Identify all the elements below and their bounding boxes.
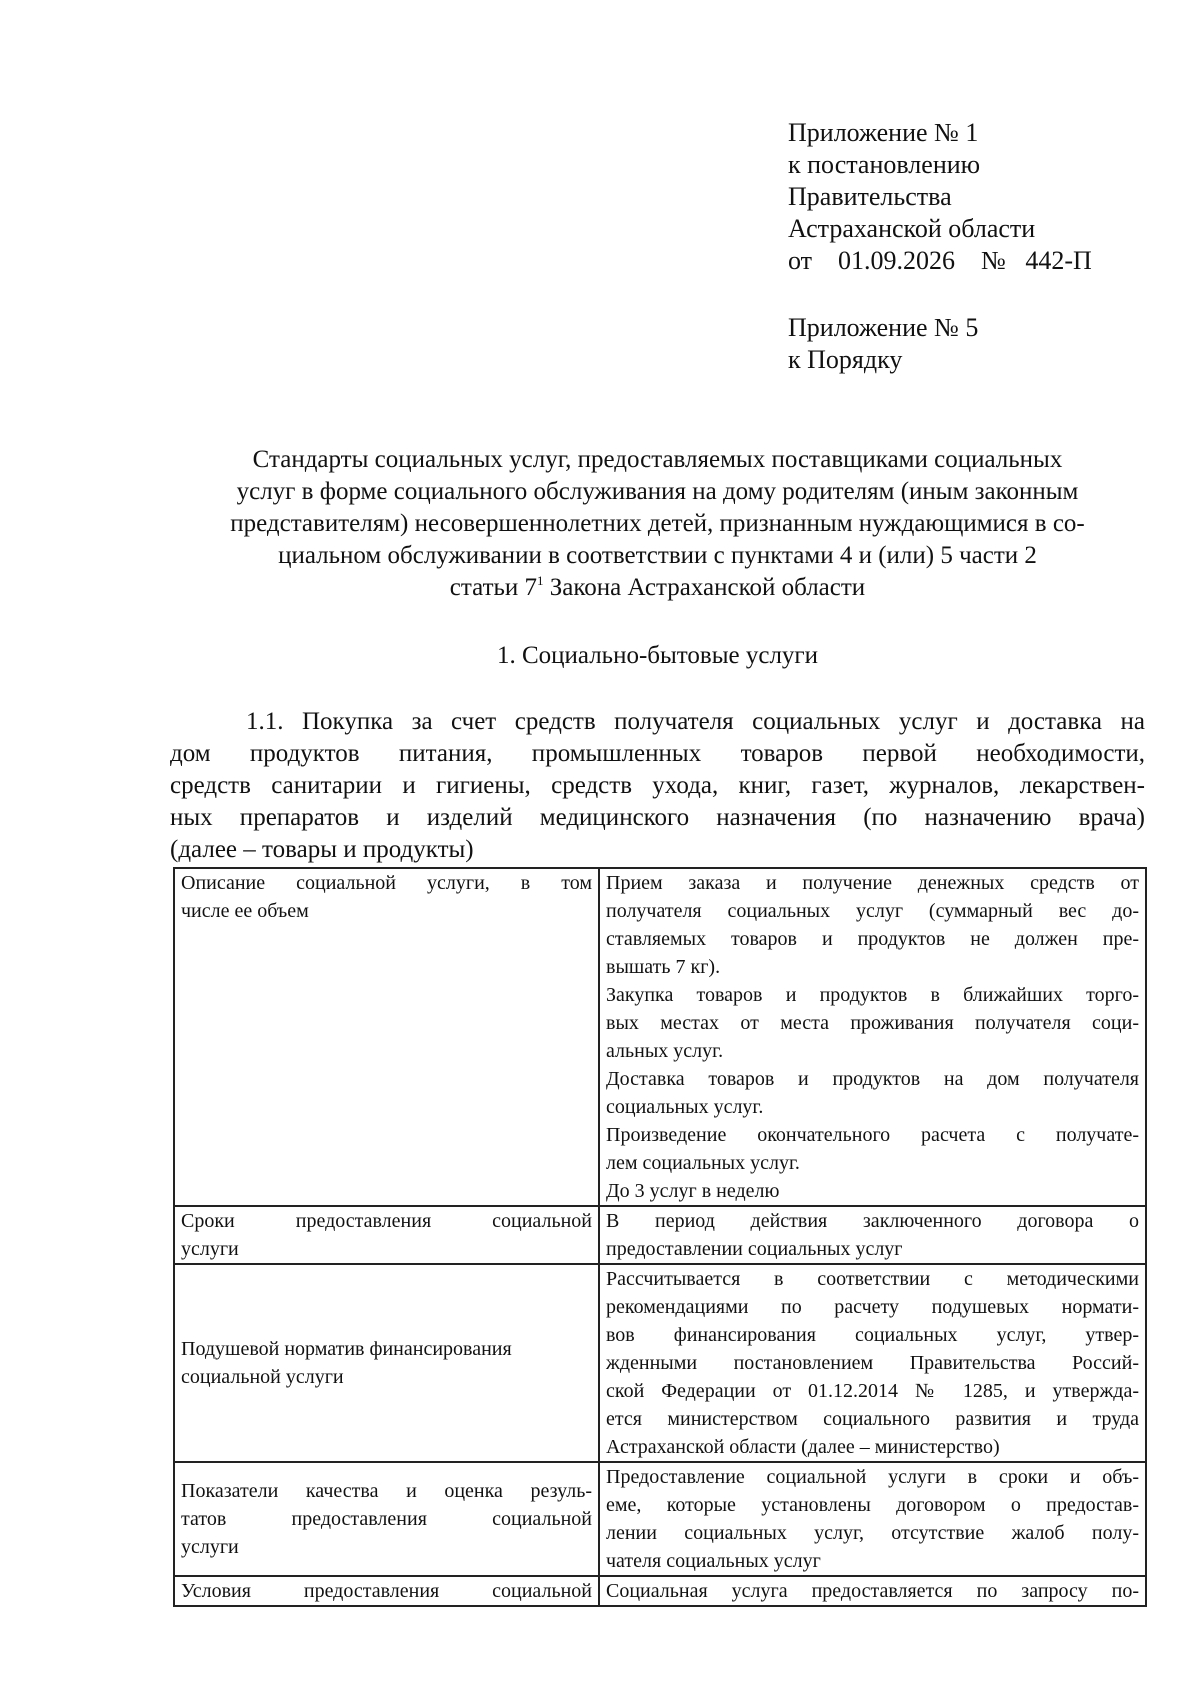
cell-line: рекомендациями по расчету подушевых нормати- — [606, 1296, 1139, 1318]
cell-line: ется министерством социального развития и труда — [606, 1408, 1139, 1430]
cell-line: лении социальных услуг, отсутствие жалоб полу- — [606, 1522, 1139, 1544]
annex-line: Приложение № 1 — [788, 118, 979, 147]
title-line — [170, 572, 1145, 604]
cell-line: предоставлении социальных услуг — [606, 1238, 903, 1260]
cell-line: До 3 услуг в неделю — [606, 1180, 780, 1202]
row-value-cell — [599, 868, 1146, 1206]
table-row — [174, 868, 1146, 1206]
cell-line: услуги — [181, 1536, 239, 1558]
title-superscript: 1 — [537, 573, 544, 588]
cell-line: Показатели качества и оценка резуль- — [181, 1480, 592, 1502]
row-value-cell — [599, 1264, 1146, 1462]
document-title — [170, 444, 1145, 604]
cell-line: жденными постановлением Правительства Россий- — [606, 1352, 1139, 1374]
paragraph-line: (далее – товары и продукты) — [170, 836, 474, 863]
table-row — [174, 1462, 1146, 1576]
cell-line: социальных услуг. — [606, 1096, 764, 1118]
cell-line: числе ее объем — [181, 900, 309, 922]
table-row — [174, 1576, 1146, 1606]
annex-line: к Порядку — [788, 345, 903, 374]
cell-line: услуги — [181, 1238, 239, 1260]
cell-line: Описание социальной услуги, в том — [181, 872, 592, 894]
cell-line: вов финансирования социальных услуг, утвер- — [606, 1324, 1139, 1346]
cell-line: еме, которые установлены договором о предостав- — [606, 1494, 1139, 1516]
title-line: услуг в форме социального обслуживания на дому родителям (иным законным — [236, 478, 1079, 505]
table-row — [174, 1206, 1146, 1264]
cell-line: получателя социальных услуг (суммарный вес до- — [606, 900, 1139, 922]
cell-line: В период действия заключенного договора о — [606, 1210, 1139, 1232]
cell-line: ской Федерации от 01.12.2014 № 1285, и утвержда- — [606, 1380, 1139, 1402]
annex-1-block — [788, 117, 1092, 277]
cell-line: альных услуг. — [606, 1040, 724, 1062]
cell-line: Сроки предоставления социальной — [181, 1210, 592, 1232]
cell-line: вых местах от места проживания получателя соци- — [606, 1012, 1139, 1034]
cell-line: чателя социальных услуг — [606, 1550, 821, 1572]
cell-line: Закупка товаров и продуктов в ближайших торго- — [606, 984, 1139, 1006]
cell-line: социальной услуги — [181, 1366, 344, 1388]
cell-line: Произведение окончательного расчета с получате- — [606, 1124, 1139, 1146]
cell-line: Предоставление социальной услуги в сроки и объ- — [606, 1466, 1139, 1488]
row-value-cell — [599, 1462, 1146, 1576]
cell-line: вышать 7 кг). — [606, 956, 721, 978]
paragraph-line: ных препаратов и изделий медицинского назначения (по назначению врача) — [170, 804, 1145, 831]
cell-line: ставляемых товаров и продуктов не должен пре- — [606, 928, 1139, 950]
table-row — [174, 1264, 1146, 1462]
annex-5-block — [788, 312, 978, 376]
annex-line: от 01.09.2026 № 442-П — [788, 246, 1092, 275]
cell-line: Астраханской области (далее – министерство) — [606, 1436, 1000, 1458]
title-text: статьи 7 — [449, 574, 538, 601]
row-label-cell — [174, 1264, 599, 1462]
service-standard-table — [173, 867, 1147, 1607]
title-text: Закона Астраханской области — [543, 574, 866, 601]
intro-paragraph — [170, 706, 1145, 866]
cell-line: Социальная услуга предоставляется по запросу по- — [606, 1580, 1139, 1602]
row-label-cell — [174, 1462, 599, 1576]
paragraph-line: средств санитарии и гигиены, средств ухода, книг, газет, журналов, лекарствен- — [170, 772, 1145, 799]
cell-line: Рассчитывается в соответствии с методическими — [606, 1268, 1139, 1290]
cell-line: Условия предоставления социальной — [181, 1580, 592, 1602]
title-line: Стандарты социальных услуг, предоставляемых поставщиками социальных — [252, 446, 1063, 473]
row-label-cell — [174, 868, 599, 1206]
cell-line: Подушевой норматив финансирования — [181, 1338, 512, 1360]
cell-line: лем социальных услуг. — [606, 1152, 800, 1174]
annex-line: к постановлению — [788, 150, 981, 179]
section-heading: 1. Социально-бытовые услуги — [496, 642, 819, 669]
cell-line: Прием заказа и получение денежных средств от — [606, 872, 1139, 894]
title-line: представителям) несовершеннолетних детей, признанным нуждающимися в со- — [230, 510, 1085, 537]
row-label-cell — [174, 1206, 599, 1264]
annex-line: Астраханской области — [788, 214, 1036, 243]
paragraph-line: 1.1. Покупка за счет средств получателя социальных услуг и доставка на — [246, 708, 1145, 735]
row-value-cell — [599, 1576, 1146, 1606]
annex-line: Приложение № 5 — [788, 313, 979, 342]
annex-line: Правительства — [788, 182, 952, 211]
title-line: циальном обслуживании в соответствии с пунктами 4 и (или) 5 части 2 — [278, 542, 1037, 569]
row-value-cell — [599, 1206, 1146, 1264]
cell-line: Доставка товаров и продуктов на дом получателя — [606, 1068, 1139, 1090]
cell-line: татов предоставления социальной — [181, 1508, 592, 1530]
row-label-cell — [174, 1576, 599, 1606]
paragraph-line: дом продуктов питания, промышленных товаров первой необходимости, — [170, 740, 1145, 767]
